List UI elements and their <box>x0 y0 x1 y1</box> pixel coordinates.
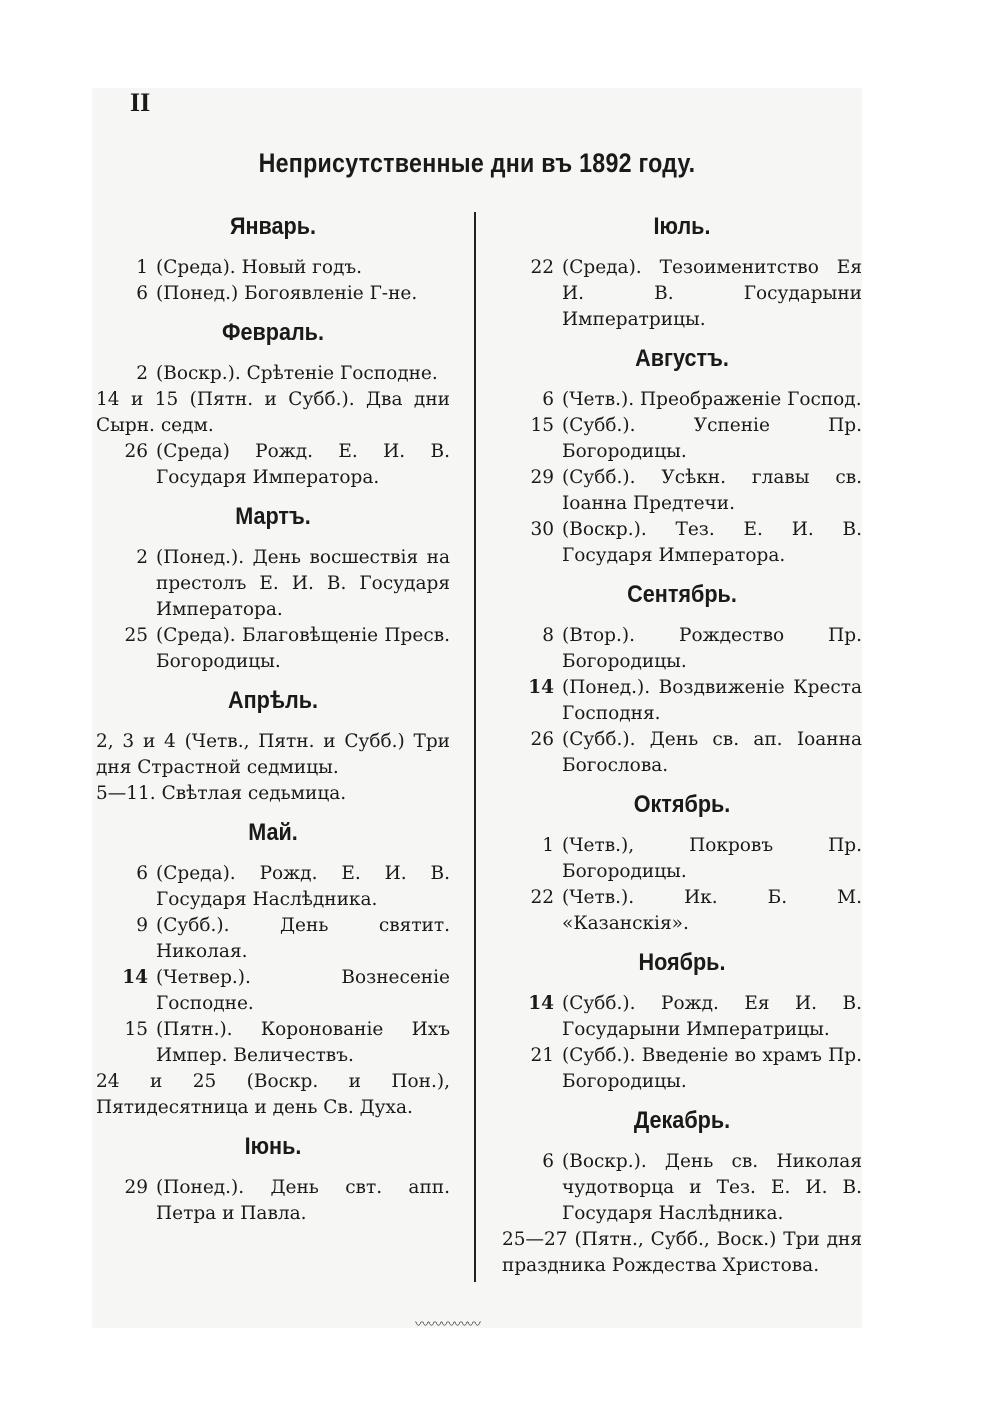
page-number: II <box>130 88 151 117</box>
holiday-entry <box>502 465 862 517</box>
month-title: Апрѣль. <box>227 687 319 714</box>
holiday-entry <box>96 861 450 913</box>
month-section <box>502 949 862 1095</box>
holiday-entry <box>502 885 862 937</box>
holiday-text: (Пятн., Субб., Воск.) Три дня праздника Рождества Христова. <box>502 1229 863 1276</box>
holiday-text: (Субб.). Рожд. Ея И. В. Государыни Императрицы. <box>562 993 862 1040</box>
holiday-date: 25—27 <box>502 1229 568 1250</box>
month-title: Мартъ. <box>235 503 311 530</box>
month-title: Ноябрь. <box>638 949 726 976</box>
holiday-date: 22 <box>530 887 554 908</box>
holiday-text: (Среда). Рожд. Е. И. В. Государя Наслѣдника. <box>156 863 450 910</box>
column-divider <box>474 212 476 1282</box>
holiday-date: 14 <box>528 677 554 698</box>
holiday-text: (Субб.). Усѣкн. главы св. Іоанна Предтечи. <box>562 467 862 514</box>
holiday-text: (Четв., Пятн. и Субб.) Три дня Страстной седмицы. <box>96 731 450 778</box>
holiday-text: (Воскр.). Тез. Е. И. В. Государя Императора. <box>562 519 862 566</box>
holiday-entry <box>96 781 450 807</box>
holiday-date: 2 <box>136 547 148 568</box>
holiday-entry <box>96 965 450 1017</box>
holiday-date: 30 <box>530 519 554 540</box>
holiday-entry <box>502 255 862 333</box>
holiday-date: 29 <box>530 467 554 488</box>
month-section <box>96 503 450 675</box>
holiday-text: (Воскр.). Срѣтеніе Господне. <box>156 363 438 384</box>
holiday-entry <box>96 1017 450 1069</box>
month-title: Августъ. <box>635 345 729 372</box>
holiday-entry <box>502 727 862 779</box>
month-section <box>96 819 450 1121</box>
month-title: Іюль. <box>653 213 711 240</box>
holiday-date: 5—11. <box>96 783 156 804</box>
holiday-text: (Субб.). День святит. Николая. <box>156 915 450 962</box>
holiday-entry <box>96 545 450 623</box>
holiday-date: 6 <box>542 389 554 410</box>
holiday-entry <box>96 281 450 307</box>
holiday-date: 15 <box>530 415 554 436</box>
month-title: Октябрь. <box>633 791 731 818</box>
holiday-entry <box>96 439 450 491</box>
holiday-date: 21 <box>530 1045 554 1066</box>
holiday-entry <box>502 413 862 465</box>
holiday-text: (Субб.). Введеніе во храмъ Пр. Богородицы. <box>562 1045 862 1092</box>
holiday-text: (Понед.). День свт. апп. Петра и Павла. <box>156 1177 450 1224</box>
holiday-date: 1 <box>136 257 148 278</box>
holiday-date: 9 <box>136 915 148 936</box>
holiday-entry <box>96 387 450 439</box>
holiday-text: (Субб.). Успеніе Пр. Богородицы. <box>562 415 862 462</box>
right-column <box>502 205 862 1291</box>
holiday-text: (Четв.), Покровъ Пр. Богородицы. <box>562 835 862 882</box>
holiday-entry <box>96 623 450 675</box>
holiday-date: 1 <box>542 835 554 856</box>
month-section <box>96 687 450 807</box>
holiday-entry <box>96 729 450 781</box>
holiday-text: (Пятн.). Коронованіе Ихъ Импер. Величествъ. <box>156 1019 450 1066</box>
holiday-text: (Воскр.). День св. Николая чудотворца и Тез. Е. И. В. Государя Наслѣдника. <box>562 1151 862 1224</box>
month-section <box>502 581 862 779</box>
holiday-date: 24 и 25 <box>96 1071 217 1092</box>
holiday-date: 14 и 15 <box>96 389 179 410</box>
holiday-entry <box>502 1043 862 1095</box>
holiday-entry <box>502 675 862 727</box>
holiday-text: (Среда) Рожд. Е. И. В. Государя Императора. <box>156 441 450 488</box>
month-section <box>96 213 450 307</box>
holiday-date: 26 <box>124 441 148 462</box>
holiday-text: (Понед.). День восшествія на престолъ Е. И. В. Государя Императора. <box>156 547 450 620</box>
holiday-text: Свѣтлая седьмица. <box>161 783 347 804</box>
holiday-entry <box>502 1149 862 1227</box>
holiday-text: (Субб.). День св. ап. Іоанна Богослова. <box>562 729 862 776</box>
holiday-date: 26 <box>530 729 554 750</box>
holiday-entry <box>502 991 862 1043</box>
holiday-entry <box>96 1175 450 1227</box>
holiday-text: (Понед.) Богоявленіе Г-не. <box>156 283 418 304</box>
holiday-text: (Понед.). Воздвиженіе Креста Господня. <box>562 677 862 724</box>
holiday-date: 2 <box>136 363 148 384</box>
month-title: Февраль. <box>222 319 324 346</box>
month-section <box>502 213 862 333</box>
holiday-entry <box>96 255 450 281</box>
holiday-text: (Среда). Тезоименитство Ея И. В. Государыни Императрицы. <box>562 257 862 330</box>
month-title: Декабрь. <box>633 1107 731 1134</box>
holiday-text: (Среда). Новый годъ. <box>156 257 363 278</box>
holiday-date: 2, 3 и 4 <box>96 731 176 752</box>
holiday-date: 15 <box>124 1019 148 1040</box>
holiday-date: 8 <box>542 625 554 646</box>
holiday-entry <box>96 1069 450 1121</box>
holiday-date: 6 <box>136 283 148 304</box>
holiday-text: (Четв.). Ик. Б. М. «Казанскія». <box>562 887 862 934</box>
holiday-text: (Втор.). Рождество Пр. Богородицы. <box>562 625 862 672</box>
holiday-entry <box>502 623 862 675</box>
month-title: Іюнь. <box>244 1133 302 1160</box>
ornament-rule: 〰〰〰〰〰 <box>415 1317 480 1333</box>
holiday-date: 6 <box>136 863 148 884</box>
holiday-date: 14 <box>122 967 148 988</box>
month-title: Январь. <box>229 213 317 240</box>
month-section <box>96 319 450 491</box>
holiday-entry <box>96 361 450 387</box>
month-section <box>502 345 862 569</box>
holiday-text: (Четв.). Преображеніе Господ. <box>562 389 862 410</box>
holiday-date: 6 <box>542 1151 554 1172</box>
holiday-date: 25 <box>124 625 148 646</box>
month-section <box>502 1107 862 1279</box>
holiday-text: (Воскр. и Пон.), Пятидесятница и день Св. Духа. <box>96 1071 450 1118</box>
holiday-text: (Среда). Благовѣщеніе Пресв. Богородицы. <box>156 625 450 672</box>
holiday-date: 22 <box>530 257 554 278</box>
month-section <box>502 791 862 937</box>
holiday-entry <box>502 517 862 569</box>
month-section <box>96 1133 450 1227</box>
left-column <box>96 205 450 1239</box>
holiday-text: (Пятн. и Субб.). Два дни Сырн. седм. <box>96 389 450 436</box>
month-title: Май. <box>248 819 298 846</box>
holiday-entry <box>502 1227 862 1279</box>
page-title: Неприсутственные дни въ 1892 году. <box>258 148 696 178</box>
holiday-entry <box>96 913 450 965</box>
holiday-date: 14 <box>528 993 554 1014</box>
holiday-entry <box>502 833 862 885</box>
month-title: Сентябрь. <box>627 581 737 608</box>
holiday-entry <box>502 387 862 413</box>
holiday-text: (Четвер.). Вознесеніе Господне. <box>156 967 450 1014</box>
holiday-date: 29 <box>124 1177 148 1198</box>
